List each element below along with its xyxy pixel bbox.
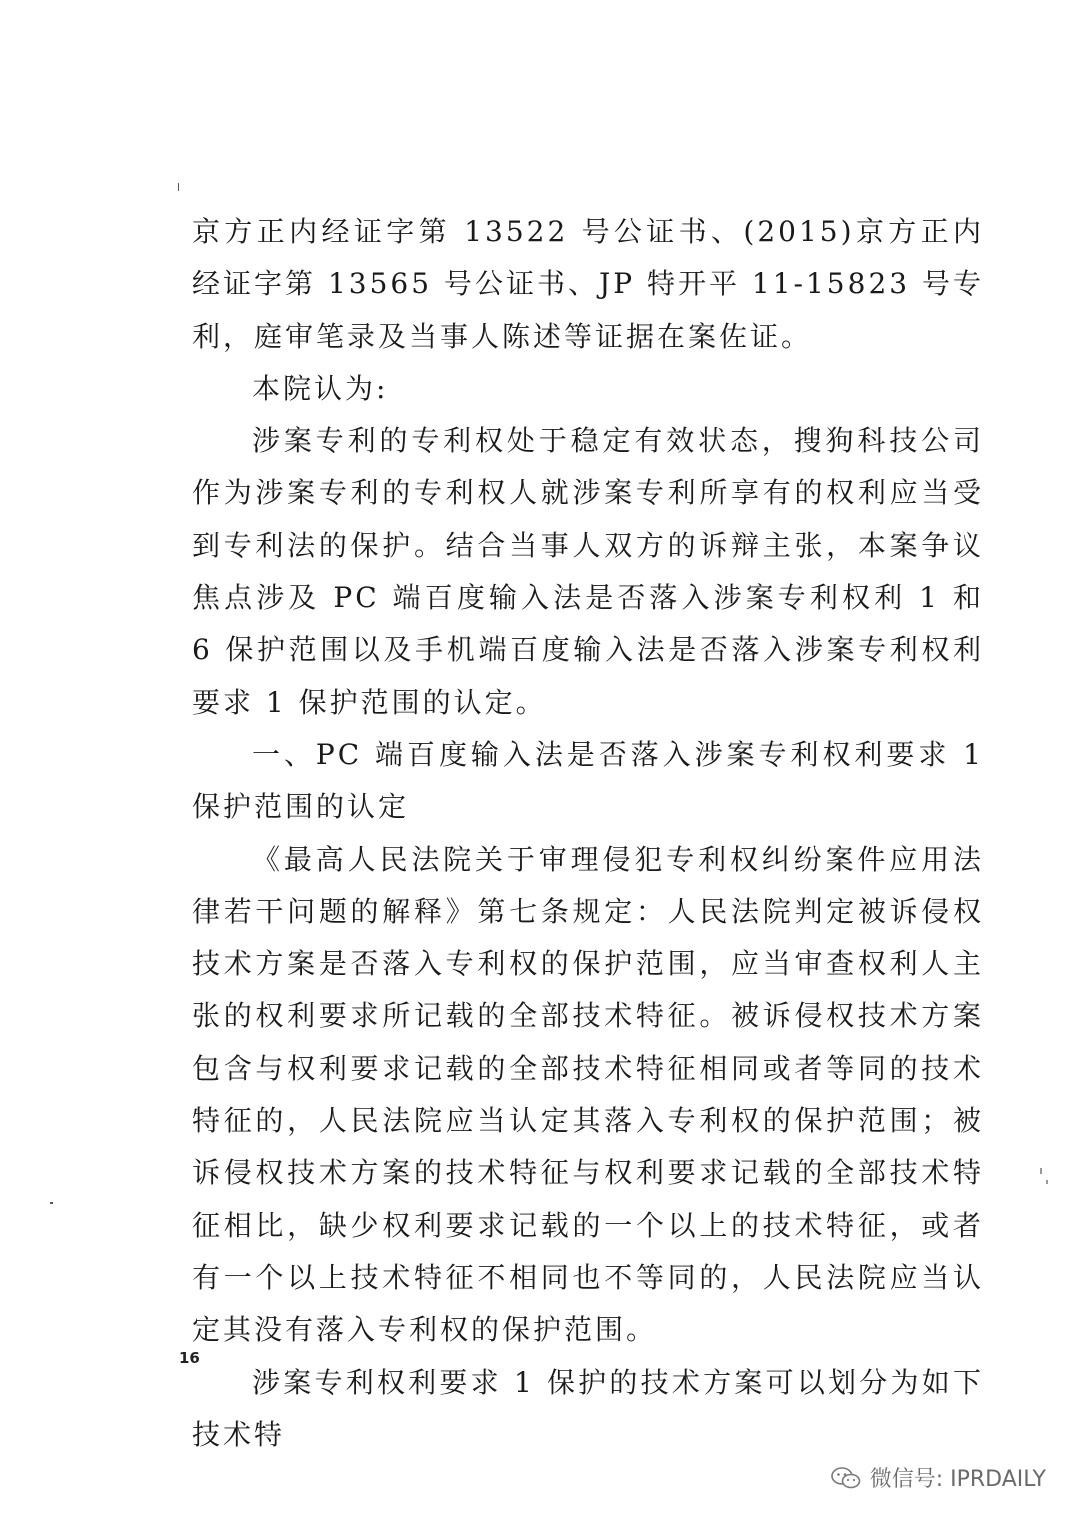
document-body [192,206,996,1461]
section-heading-one: 一、PC 端百度输入法是否落入涉案专利权利要求 1 保护范围的认定 [192,737,996,824]
paragraph-dispute-focus: 涉案专利的专利权处于稳定有效状态，搜狗科技公司作为涉案专利的专利权人就涉案专利所享有的权利应当受到专利法的保护。结合当事人双方的诉辩主张，本案争议焦点涉及 PC 端百度输入法是否落入涉案专利权利 1 和 6 保护范围以及手机端百度输入法是否落入涉案专利权利要求 1 保护范围的认定。 [192,424,996,719]
scan-artifact [50,1202,53,1204]
paragraph-court-opinion-heading: 本院认为: [252,371,389,405]
paragraph-judicial-interpretation: 《最高人民法院关于审理侵犯专利权纠纷案件应用法律若干问题的解释》第七条规定：人民法院判定被诉侵权技术方案是否落入专利权的保护范围，应当审查权利人主张的权利要求所记载的全部技术特征。被诉侵权技术方案包含与权利要求记载的全部技术特征相同或者等同的技术特征的，人民法院应当认定其落入专利权的保护范围；被诉侵权技术方案的技术特征与权利要求记载的全部技术特征相比，缺少权利要求记载的一个以上的技术特征，或者有一个以上技术特征不相同也不等同的，人民法院应当认定其没有落入专利权的保护范围。 [192,842,984,1347]
wechat-icon [830,1466,862,1490]
watermark-label: 微信号: IPRDAILY [869,1467,1046,1492]
scan-artifact [1040,1168,1042,1174]
paragraph-claim-features: 涉案专利权利要求 1 保护的技术方案可以划分为如下技术特 [192,1365,984,1451]
page-number: 16 [179,1349,200,1367]
paragraph-evidence: 京方正内经证字第 13522 号公证书、(2015)京方正内经证字第 13565 号公证书、JP 特开平 11-15823 号专利，庭审笔录及当事人陈述等证据在案佐证。 [192,215,984,353]
scan-artifact [178,183,179,191]
scan-artifact [1046,1180,1048,1184]
wechat-watermark [830,1462,1046,1493]
